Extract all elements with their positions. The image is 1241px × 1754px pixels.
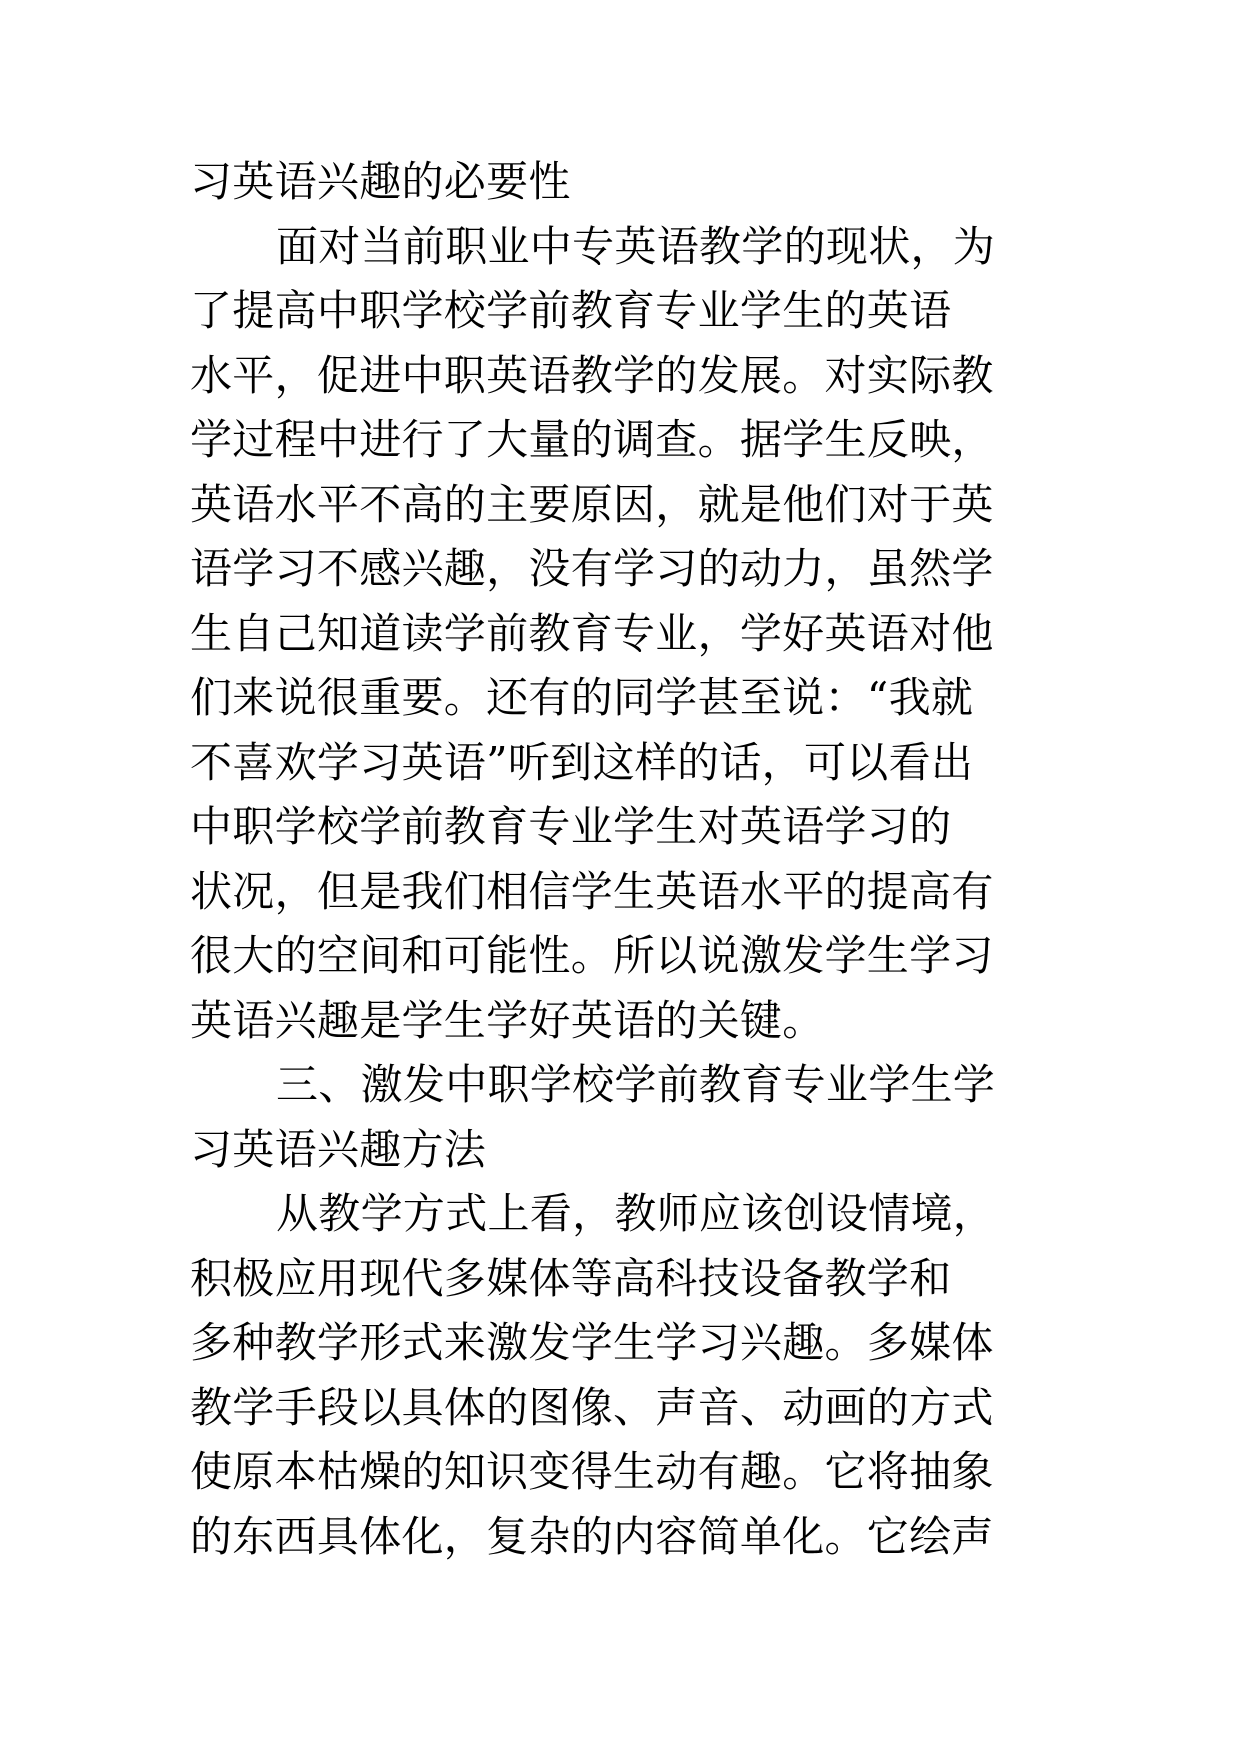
paragraph-first-line: 面对当前职业中专英语教学的现状，为 [276, 221, 996, 271]
text-line: 教学手段以具体的图像、声音、动画的方式 [190, 1382, 994, 1432]
text-line: 状况，但是我们相信学生英语水平的提高有 [190, 866, 994, 916]
text-line: 不喜欢学习英语”听到这样的话，可以看出 [190, 737, 974, 787]
text-line: 水平，促进中职英语教学的发展。对实际教 [190, 350, 994, 400]
paragraph-first-line: 从教学方式上看，教师应该创设情境， [276, 1189, 996, 1238]
text-line: 的东西具体化，复杂的内容简单化。它绘声 [190, 1511, 994, 1561]
section-heading-continued: 习英语兴趣方法 [190, 1124, 487, 1174]
section-heading: 三、激发中职学校学前教育专业学生学 [276, 1060, 996, 1109]
text-line: 英语水平不高的主要原因，就是他们对于英 [190, 479, 994, 529]
text-line: 英语兴趣是学生学好英语的关键。 [190, 995, 825, 1045]
text-line: 了提高中职学校学前教育专业学生的英语 [190, 286, 952, 335]
text-line: 很大的空间和可能性。所以说激发学生学习 [190, 931, 994, 980]
text-line: 多种教学形式来激发学生学习兴趣。多媒体 [190, 1318, 994, 1367]
document-body [190, 150, 1070, 1569]
text-line: 使原本枯燥的知识变得生动有趣。它将抽象 [190, 1447, 994, 1496]
text-line: 们来说很重要。还有的同学甚至说：“我就 [190, 673, 974, 722]
text-line: 学过程中进行了大量的调查。据学生反映， [190, 415, 994, 464]
text-line: 习英语兴趣的必要性 [190, 157, 571, 206]
text-line: 中职学校学前教育专业学生对英语学习的 [190, 802, 952, 851]
text-line: 积极应用现代多媒体等高科技设备教学和 [190, 1253, 952, 1303]
text-line: 语学习不感兴趣，没有学习的动力，虽然学 [190, 544, 994, 593]
text-line: 生自己知道读学前教育专业，学好英语对他 [190, 608, 994, 658]
